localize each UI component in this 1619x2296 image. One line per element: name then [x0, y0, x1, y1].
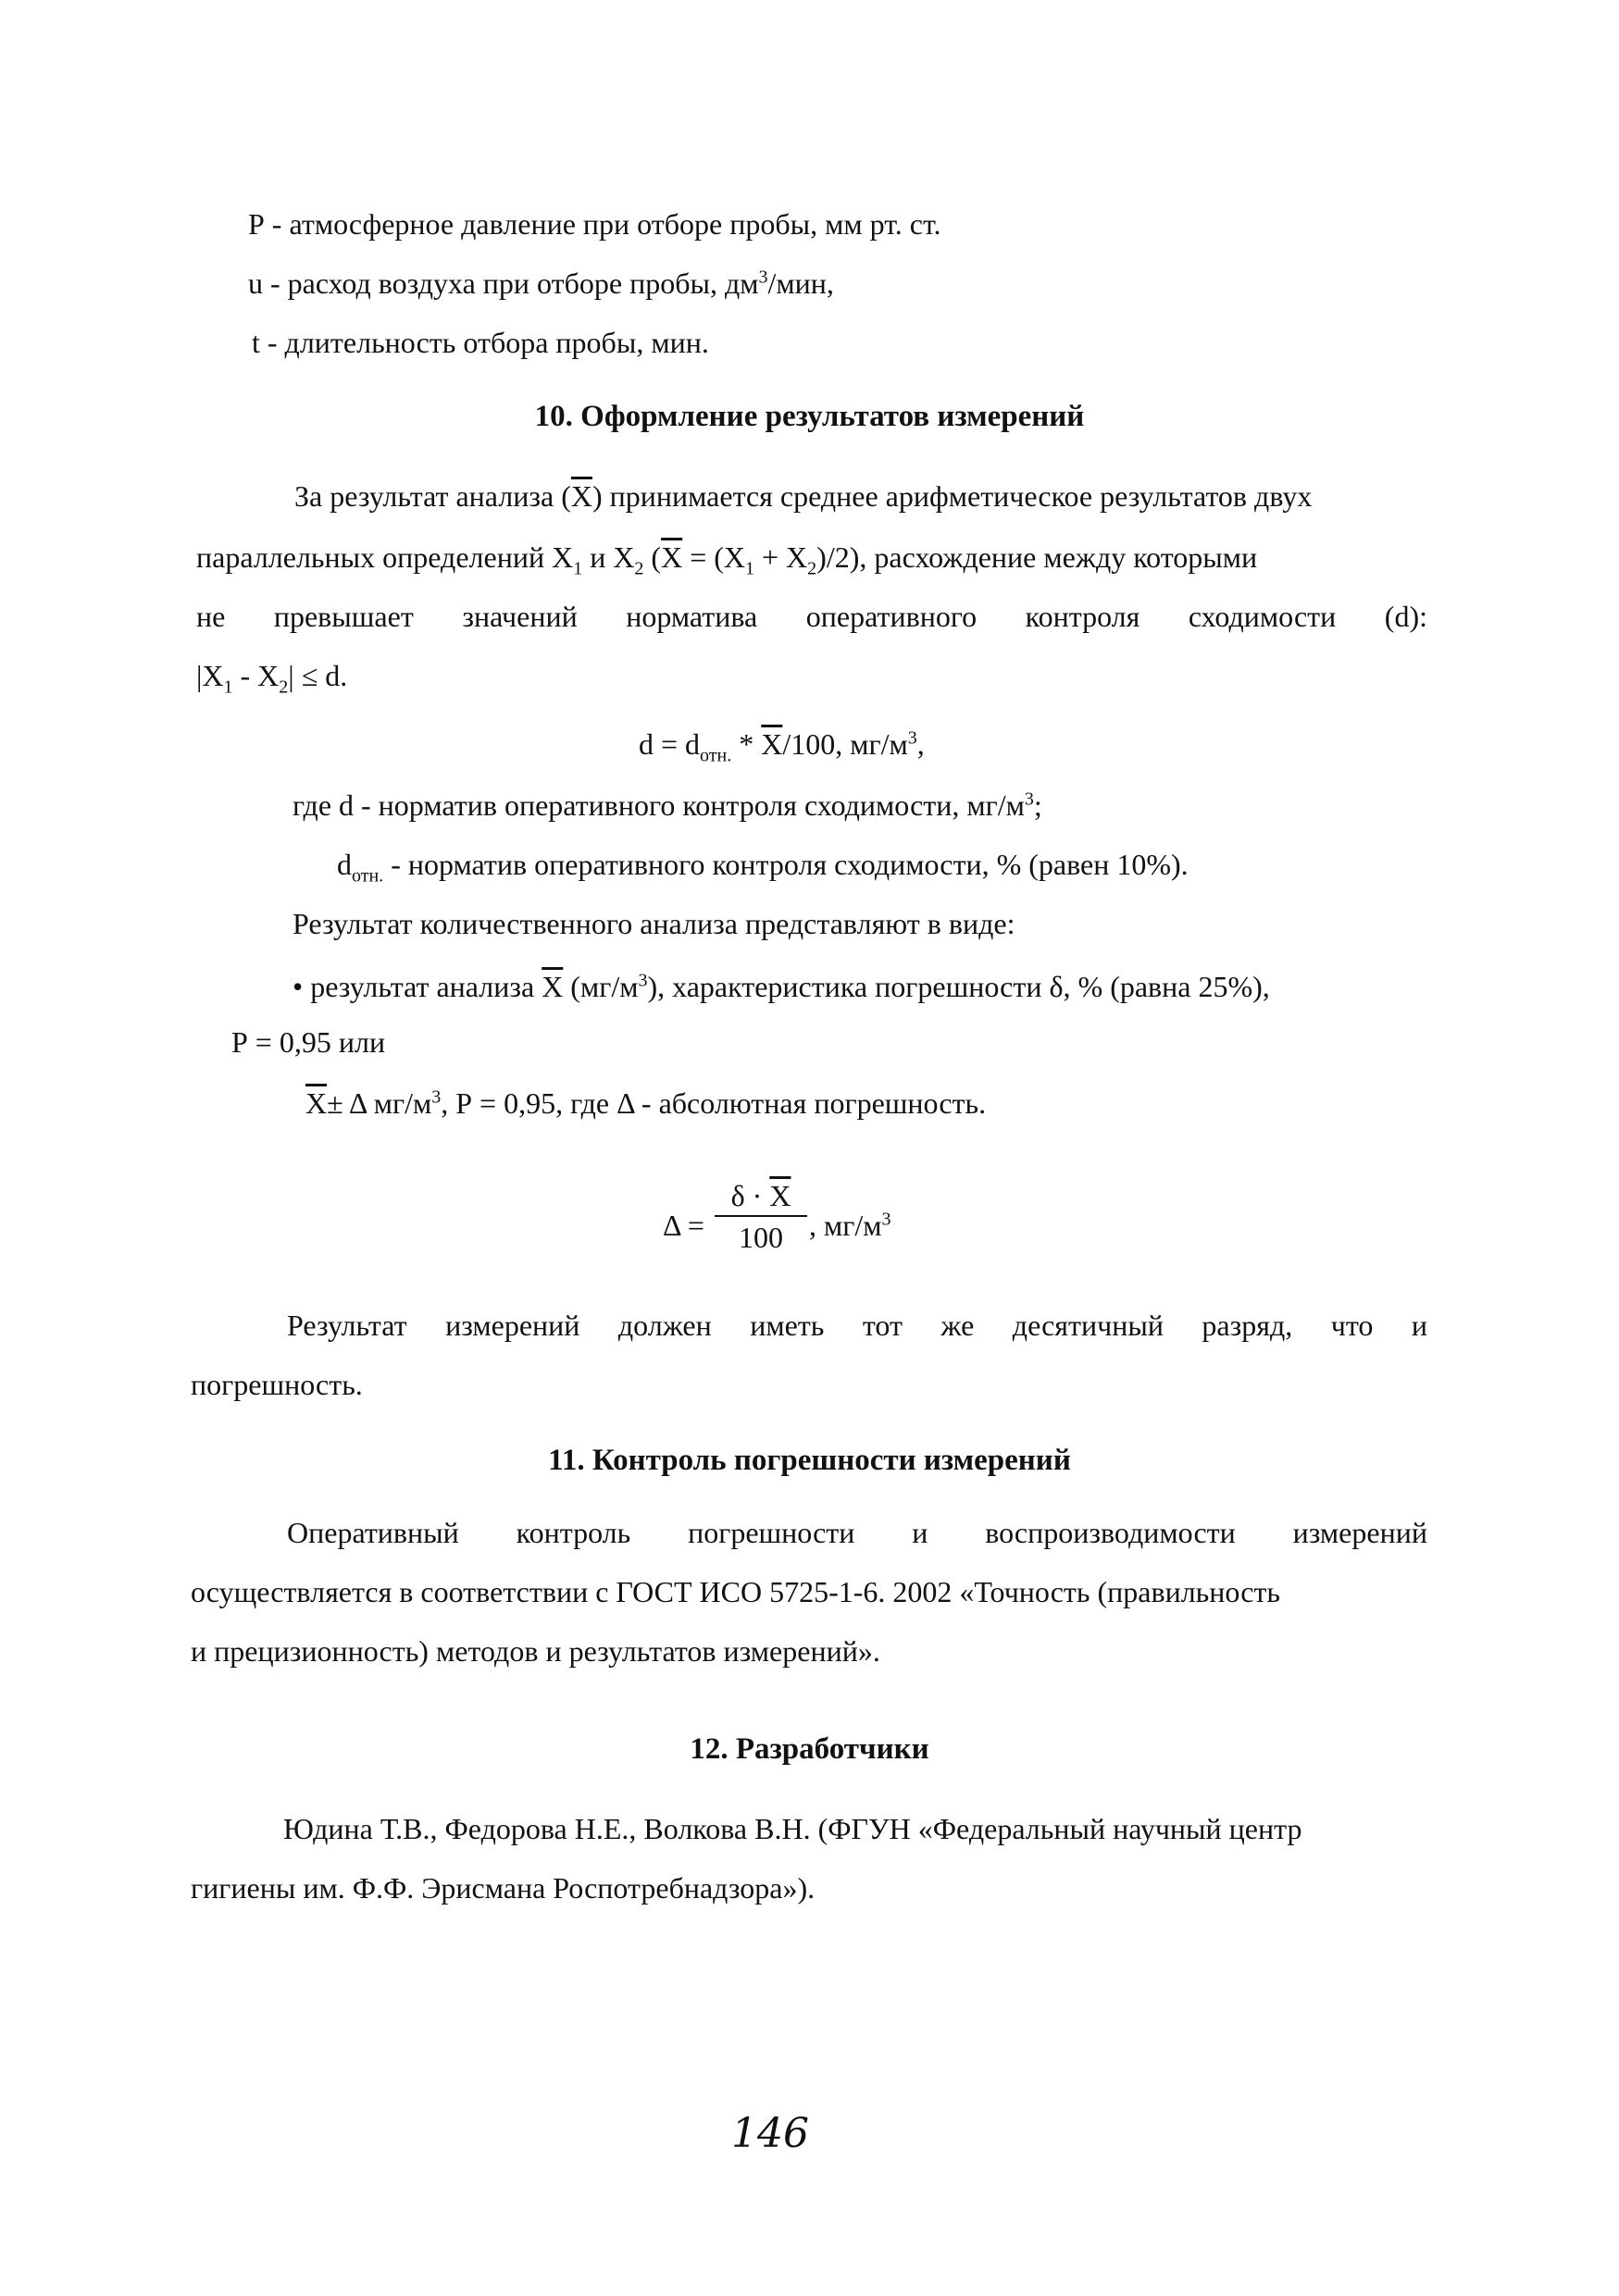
section-10-p1: За результат анализа $(\overline{X})$ принимается среднее арифметическое результатов двух: [294, 479, 1313, 513]
section-12-line1: Юдина Т.В., Федорова Н.Е., Волкова В.Н. (ФГУН «Федеральный научный центр: [283, 1812, 1302, 1845]
delta-denominator: 100: [739, 1221, 783, 1254]
section-10-title: 10. Оформление результатов измерений: [534, 400, 1085, 433]
where-d-rel: $d_{отн.}$ - норматив оперативного контроля сходимости, % (равен 10%).: [337, 848, 1189, 887]
result-bullet: • результат анализа $\overline{X}$ $(мг/м^3)$, характеристика погрешности δ, % (равна 25%),: [293, 970, 1270, 1003]
formula-d: $d = d_{отн.} * \overline{X}/100$, $мг/м^3$,: [639, 727, 925, 766]
section-11-line2: осуществляется в соответствии с ГОСТ ИСО 5725-1-6. 2002 «Точность (правильность: [191, 1575, 1280, 1608]
section-10-p4: $|X_1 - X_2| \le d$.: [196, 659, 348, 698]
conclusion-line2: погрешность.: [191, 1368, 363, 1401]
section-11-line1: Оперативный контроль погрешности и воспроизводимости измерений: [287, 1516, 1427, 1549]
delta-unit: , $мг/м^3$: [809, 1209, 891, 1242]
section-11-title: 11. Контроль погрешности измерений: [548, 1444, 1071, 1477]
result-intro: Результат количественного анализа представляют в виде:: [293, 907, 1015, 940]
delta-numerator: $\delta \cdot \overline{X}$: [715, 1179, 807, 1217]
delta-fraction: [715, 1179, 807, 1255]
section-11-line3: и прецизионность) методов и результатов измерений».: [191, 1634, 880, 1668]
delta-lhs: Δ =: [663, 1209, 704, 1242]
page-number: 146: [731, 2110, 809, 2157]
result-bullet-line2: Р = 0,95 или: [231, 1025, 386, 1059]
section-10-p2: параллельных определений $X_1$ и $X_2$ $(\overline{X} = (X_1 + X_2)/2)$, расхождение между которыми: [196, 540, 1258, 579]
definition-pressure: Р - атмосферное давление при отборе пробы, мм рт. ст.: [248, 207, 941, 241]
section-10-p3: не превышает значений норматива оперативного контроля сходимости (d):: [196, 600, 1427, 633]
definition-duration: t - длительность отбора пробы, мин.: [252, 326, 709, 359]
section-12-title: 12. Разработчики: [690, 1732, 929, 1766]
result-plus-minus: $\overline{X}\pm \Delta$ $мг/м^3$, Р = 0,95, где Δ - абсолютная погрешность.: [305, 1086, 987, 1120]
conclusion-line1: Результат измерений должен иметь тот же десятичный разряд, что и: [287, 1309, 1427, 1342]
definition-flow: u - расход воздуха при отборе пробы, $дм^3$/мин,: [248, 267, 834, 300]
where-d: где d - норматив оперативного контроля сходимости, $мг/м^3$;: [293, 788, 1042, 822]
section-12-line2: гигиены им. Ф.Ф. Эрисмана Роспотребнадзора»).: [191, 1871, 816, 1905]
